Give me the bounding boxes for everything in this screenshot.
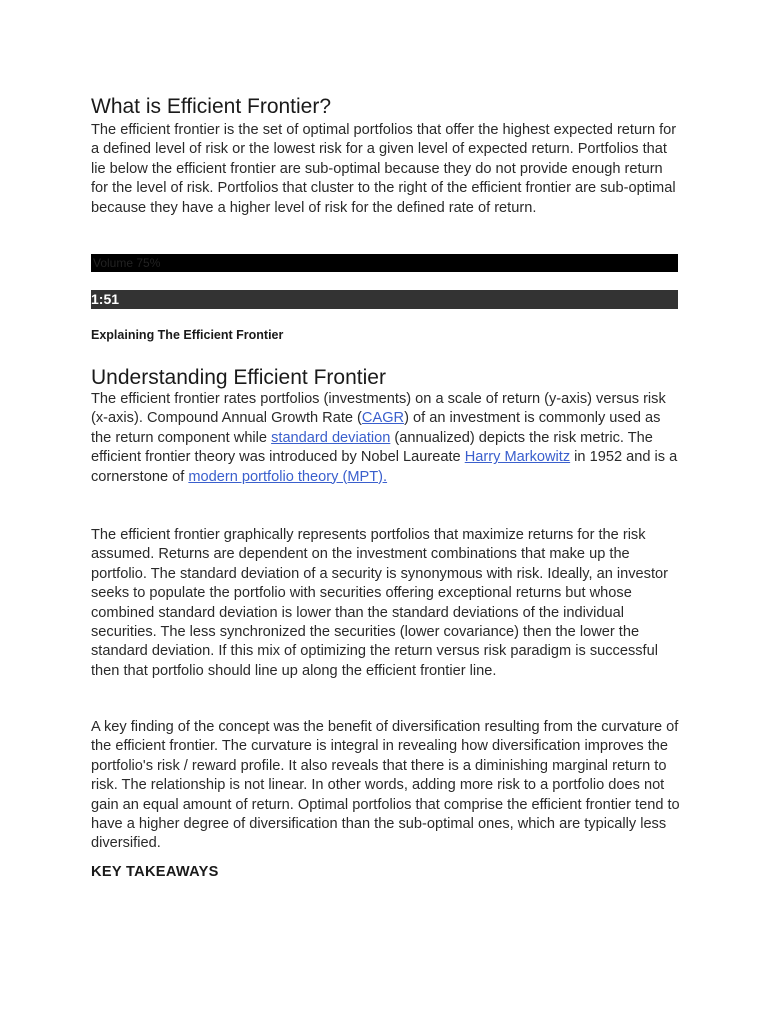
modern-portfolio-theory-link[interactable]: modern portfolio theory (MPT). [188,468,388,485]
harry-markowitz-link[interactable]: Harry Markowitz [464,449,571,466]
video-caption: Explaining The Efficient Frontier [91,328,284,342]
standard-deviation-link[interactable]: standard deviation [271,429,391,446]
text-segment: in 1952 and is a cornerstone of [91,449,678,485]
graphical-paragraph: The efficient frontier graphically represents portfolios that maximize returns for the risk assumed. Returns are dependent on the investment combinations that make up the portfolio. The standard deviation of a security is synonymous with risk. Ideally, an investor seeks to populate the portfolio with securities offering exceptional returns but whose combined standard deviation is lower than the standard deviations of the individual securities. The less synchronized the securities (lower covariance) then the lower the standard deviation. If this mix of optimizing the return versus risk paradigm is successful then that portfolio should line up along the efficient frontier line. [91,527,669,679]
video-time-bar[interactable] [91,290,678,309]
video-volume-bar[interactable] [91,254,678,272]
understanding-paragraph [91,390,681,487]
key-takeaways-heading: KEY TAKEAWAYS [91,864,219,880]
diversification-paragraph: A key finding of the concept was the benefit of diversification resulting from the curvature of the efficient frontier. The curvature is integral in revealing how diversification improves the portfolio's risk / reward profile. It also reveals that there is a diminishing marginal return to risk. The relationship is not linear. In other words, adding more risk to a portfolio does not gain an equal amount of return. Optimal portfolios that comprise the efficient frontier tend to have a higher degree of diversification than the sub-optimal ones, which are typically less diversified. [91,719,680,852]
section-title-what-is: What is Efficient Frontier? [91,95,332,118]
volume-label: Volume 75% [93,256,161,270]
text-segment: The efficient frontier rates portfolios (investments) on a scale of return (y-axis) versus risk (x-axis). Compound Annual Growth Rate ( [91,391,666,427]
section-title-understanding: Understanding Efficient Frontier [91,366,386,389]
cagr-link[interactable]: CAGR [361,410,405,427]
text-segment: ) of an investment is commonly used as the return component while [91,410,661,446]
text-segment: (annualized) depicts the risk metric. The efficient frontier theory was introduced by Nobel Laureate [91,429,653,466]
video-time: 1:51 [91,291,120,307]
intro-paragraph: The efficient frontier is the set of optimal portfolios that offer the highest expected return for a defined level of risk or the lowest risk for a given level of expected return. Portfolios that lie below the efficient frontier are sub-optimal because they do not provide enough return for the level of risk. Portfolios that cluster to the right of the efficient frontier are sub-optimal because they have a higher level of risk for the defined rate of return. [91,122,677,216]
